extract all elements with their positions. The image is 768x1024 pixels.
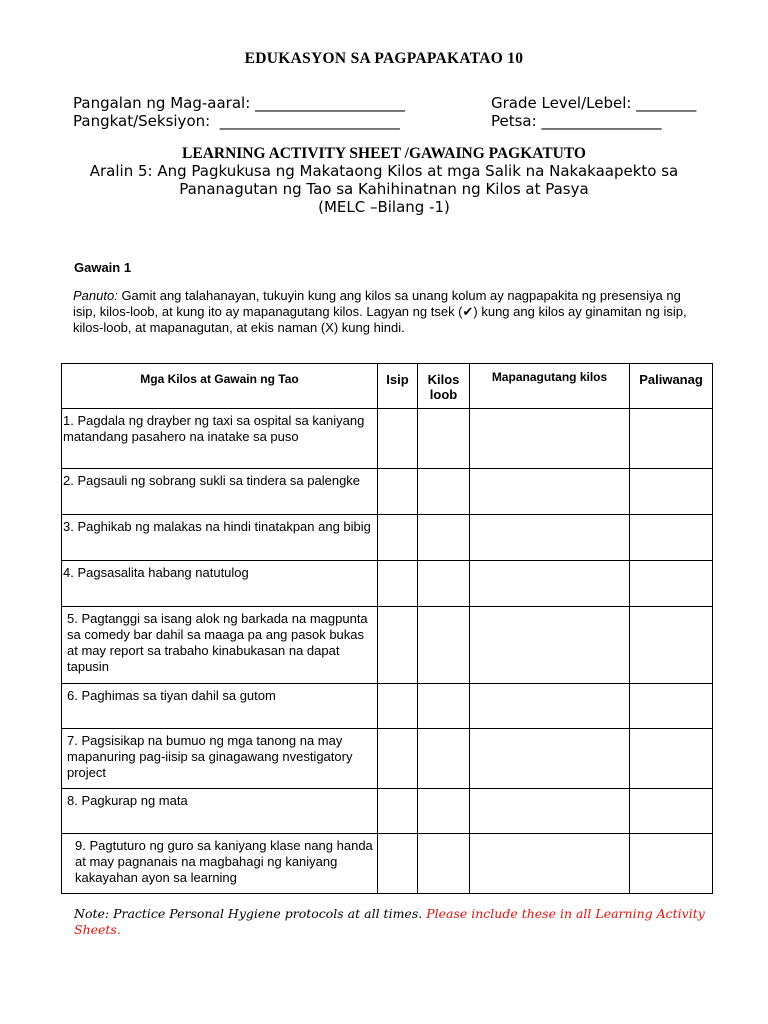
- kilos-cell: [62, 684, 378, 729]
- kilos-cell: [62, 729, 378, 789]
- mapanagutang-cell[interactable]: [470, 469, 630, 515]
- mapanagutang-cell[interactable]: [470, 789, 630, 834]
- note: [74, 906, 714, 938]
- header-kilos-loob: Kilos loob: [418, 364, 470, 409]
- kilos-loob-cell[interactable]: [418, 561, 470, 607]
- date-field[interactable]: Petsa: ________________: [491, 112, 662, 130]
- kilos-text: 3. Paghikab ng malakas na hindi tinatakpan ang bibig: [63, 519, 371, 534]
- header-kilos: Mga Kilos at Gawain ng Tao: [62, 364, 378, 409]
- gawain-title: Gawain 1: [74, 260, 132, 275]
- kilos-cell: [62, 789, 378, 834]
- panuto-text: Gamit ang talahanayan, tukuyin kung ang kilos sa unang kolum ay nagpapakita ng presensiya ng isip, kilos-loob, at kung ito ay mapanagutang kilos. Lagyan ng tsek (✔) kung ang kilos ay ginamitan ng isip, kilos-loob, at mapanagutan, at ekis naman (X) kung hindi.: [73, 288, 687, 335]
- kilos-loob-cell[interactable]: [418, 515, 470, 561]
- paliwanag-cell[interactable]: [630, 684, 713, 729]
- paliwanag-cell[interactable]: [630, 834, 713, 894]
- isip-cell[interactable]: [378, 684, 418, 729]
- mapanagutang-cell[interactable]: [470, 409, 630, 469]
- mapanagutang-cell[interactable]: [470, 729, 630, 789]
- table-row: [62, 684, 713, 729]
- kilos-loob-cell[interactable]: [418, 789, 470, 834]
- lesson-title: [0, 162, 768, 216]
- paliwanag-cell[interactable]: [630, 561, 713, 607]
- header-mapanagutang-kilos: Mapanagutang kilos: [470, 364, 630, 409]
- student-name-field[interactable]: Pangalan ng Mag-aaral: ____________________: [73, 94, 406, 112]
- kilos-loob-cell[interactable]: [418, 409, 470, 469]
- kilos-loob-cell[interactable]: [418, 607, 470, 684]
- kilos-cell: [62, 409, 378, 469]
- table-row: [62, 607, 713, 684]
- instructions: [73, 288, 703, 336]
- isip-cell[interactable]: [378, 834, 418, 894]
- mapanagutang-cell[interactable]: [470, 561, 630, 607]
- isip-cell[interactable]: [378, 561, 418, 607]
- kilos-loob-cell[interactable]: [418, 729, 470, 789]
- document-title: EDUKASYON SA PAGPAPAKATAO 10: [244, 50, 524, 67]
- isip-cell[interactable]: [378, 607, 418, 684]
- kilos-cell: [62, 607, 378, 684]
- note-text: Note: Practice Personal Hygiene protocols at all times.: [74, 906, 427, 921]
- kilos-loob-cell[interactable]: [418, 469, 470, 515]
- lesson-line-1: Aralin 5: Ang Pagkukusa ng Makataong Kilos at mga Salik na Nakakaapekto sa: [89, 162, 679, 180]
- paliwanag-cell[interactable]: [630, 789, 713, 834]
- table-row: [62, 789, 713, 834]
- kilos-text: 8. Pagkurap ng mata: [67, 793, 188, 808]
- isip-cell[interactable]: [378, 469, 418, 515]
- table-row: [62, 729, 713, 789]
- activity-heading: LEARNING ACTIVITY SHEET /GAWAING PAGKATUTO: [182, 145, 586, 162]
- table-row: [62, 515, 713, 561]
- kilos-loob-cell[interactable]: [418, 684, 470, 729]
- mapanagutang-cell[interactable]: [470, 515, 630, 561]
- mapanagutang-cell[interactable]: [470, 684, 630, 729]
- mapanagutang-cell[interactable]: [470, 834, 630, 894]
- kilos-text: 6. Paghimas sa tiyan dahil sa gutom: [67, 688, 276, 703]
- grade-level-field[interactable]: Grade Level/Lebel: ________: [491, 94, 697, 112]
- kilos-text: 1. Pagdala ng drayber ng taxi sa ospital sa kaniyang matandang pasahero na inatake sa puso: [63, 413, 365, 444]
- kilos-cell: [62, 834, 378, 894]
- paliwanag-cell[interactable]: [630, 607, 713, 684]
- kilos-loob-cell[interactable]: [418, 834, 470, 894]
- kilos-text: 2. Pagsauli ng sobrang sukli sa tindera sa palengke: [63, 473, 361, 488]
- kilos-text: 4. Pagsasalita habang natutulog: [63, 565, 249, 580]
- table-row: [62, 409, 713, 469]
- table-row: [62, 834, 713, 894]
- table-row: [62, 561, 713, 607]
- kilos-cell: [62, 515, 378, 561]
- activity-table: [61, 363, 713, 894]
- paliwanag-cell[interactable]: [630, 729, 713, 789]
- isip-cell[interactable]: [378, 515, 418, 561]
- table-row: [62, 469, 713, 515]
- lesson-line-2: Pananagutan ng Tao sa Kahihinatnan ng Kilos at Pasya: [179, 180, 589, 198]
- isip-cell[interactable]: [378, 789, 418, 834]
- kilos-cell: [62, 469, 378, 515]
- kilos-text: 7. Pagsisikap na bumuo ng mga tanong na may mapanuring pag-iisip sa ginagawang nvestigatory project: [67, 733, 353, 780]
- header-isip: Isip: [378, 364, 418, 409]
- kilos-text: 9. Pagtuturo ng guro sa kaniyang klase nang handa at may pagnanais na magbahagi ng kaniyang kakayahan ayon sa learning: [75, 838, 373, 885]
- paliwanag-cell[interactable]: [630, 469, 713, 515]
- melc-label: (MELC –Bilang -1): [318, 198, 450, 216]
- note-red-text: Please include these in all Learning Activity Sheets.: [74, 906, 705, 937]
- kilos-cell: [62, 561, 378, 607]
- panuto-label: Panuto:: [73, 288, 118, 303]
- isip-cell[interactable]: [378, 729, 418, 789]
- mapanagutang-cell[interactable]: [470, 607, 630, 684]
- header-paliwanag: Paliwanag: [630, 364, 713, 409]
- paliwanag-cell[interactable]: [630, 515, 713, 561]
- kilos-text: 5. Pagtanggi sa isang alok ng barkada na magpunta sa comedy bar dahil sa maaga pa ang pasok bukas at may report sa trabaho kinabukasan na dapat tapusin: [67, 611, 368, 674]
- paliwanag-cell[interactable]: [630, 409, 713, 469]
- isip-cell[interactable]: [378, 409, 418, 469]
- section-field[interactable]: Pangkat/Seksiyon: ________________________: [73, 112, 400, 130]
